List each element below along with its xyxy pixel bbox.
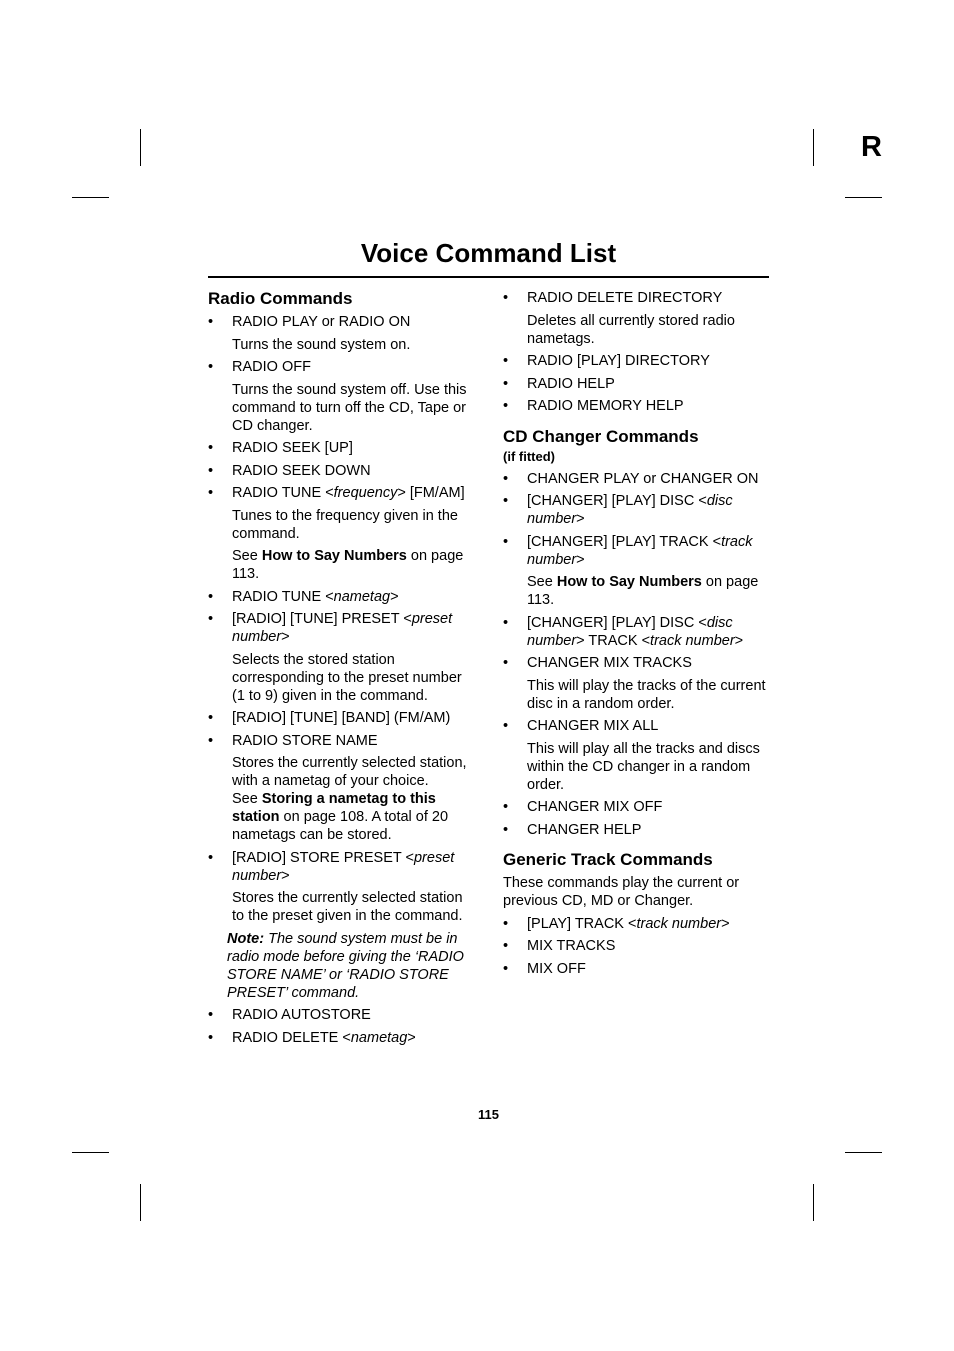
section-intro: These commands play the current or previous CD, MD or Changer. — [503, 875, 740, 909]
radio-command-list — [208, 313, 476, 331]
list-item: • CHANGER MIX OFF — [503, 798, 771, 816]
list-item: • RADIO AUTOSTORE — [208, 1006, 476, 1024]
list-item: • RADIO HELP — [503, 375, 771, 393]
list-item: • RADIO DELETE <nametag> — [208, 1029, 476, 1047]
list-item: • [RADIO] STORE PRESET <preset number> — [208, 849, 476, 885]
list-item: • MIX OFF — [503, 960, 771, 978]
list-item: • [CHANGER] [PLAY] DISC <disc number> — [503, 492, 771, 528]
command-description: Stores the currently selected station to the preset given in the command. — [232, 890, 463, 924]
page-number: 115 — [478, 1107, 499, 1122]
command-description: Stores the currently selected station, with a nametag of your choice. See Storing a nametag to this station on page 108. A total of 20 nametags can be stored. — [232, 755, 467, 843]
crop-mark — [72, 197, 109, 198]
cd-changer-commands-heading: CD Changer Commands — [503, 426, 699, 446]
list-item: • RADIO STORE NAME — [208, 732, 476, 750]
cross-reference: See How to Say Numbers on page 113. — [232, 548, 464, 582]
list-item: • CHANGER HELP — [503, 821, 771, 839]
changer-command-list — [503, 470, 771, 569]
list-item: • RADIO [PLAY] DIRECTORY — [503, 352, 771, 370]
list-item: • [RADIO] [TUNE] PRESET <preset number> — [208, 610, 476, 646]
command-description: Turns the sound system on. — [232, 336, 411, 353]
list-item: • RADIO PLAY or RADIO ON — [208, 313, 476, 331]
storing-nametag-link[interactable]: Storing a nametag to this station — [232, 791, 436, 825]
list-item: • [CHANGER] [PLAY] TRACK <track number> — [503, 533, 771, 569]
command-description: This will play the tracks of the current disc in a random order. — [527, 677, 766, 712]
how-to-say-numbers-link[interactable]: How to Say Numbers — [556, 574, 702, 590]
list-item: • [PLAY] TRACK <track number> — [503, 915, 771, 933]
crop-mark — [813, 129, 814, 166]
section-tab-letter: R — [861, 131, 882, 163]
command-description: Turns the sound system off. Use this command to turn off the CD, Tape or CD changer. — [232, 381, 467, 434]
command-description: This will play all the tracks and discs within the CD changer in a random order. — [527, 740, 760, 793]
list-item: • CHANGER MIX TRACKS — [503, 654, 771, 672]
crop-mark — [140, 129, 141, 166]
crop-mark — [813, 1184, 814, 1221]
if-fitted-subheading: (if fitted) — [503, 448, 555, 464]
page-title: Voice Command List — [360, 238, 617, 268]
crop-mark — [845, 1152, 882, 1153]
list-item: • RADIO SEEK DOWN — [208, 462, 476, 480]
list-item: • CHANGER MIX ALL — [503, 717, 771, 735]
list-item: • RADIO TUNE <frequency> [FM/AM] — [208, 484, 476, 502]
note: Note: The sound system must be in radio mode before giving the ‘RADIO STORE NAME’ or ‘RADIO STORE PRESET’ command. — [227, 930, 464, 1001]
list-item: • RADIO DELETE DIRECTORY — [503, 289, 771, 307]
list-item: • [RADIO] [TUNE] [BAND] (FM/AM) — [208, 709, 476, 727]
list-item: • RADIO MEMORY HELP — [503, 397, 771, 415]
radio-commands-heading: Radio Commands — [208, 289, 353, 308]
list-item: • [CHANGER] [PLAY] DISC <disc number> TRACK <track number> — [503, 614, 771, 650]
command-description: Tunes to the frequency given in the command. — [232, 507, 458, 542]
crop-mark — [140, 1184, 141, 1221]
title-rule — [208, 276, 769, 278]
command-description: Deletes all currently stored radio nametags. — [527, 312, 735, 347]
crop-mark — [72, 1152, 109, 1153]
list-item: • MIX TRACKS — [503, 937, 771, 955]
command-description: Selects the stored station corresponding to the preset number (1 to 9) given in the command. — [232, 651, 462, 704]
list-item: • RADIO TUNE <nametag> — [208, 588, 476, 606]
list-item: • RADIO SEEK [UP] — [208, 439, 476, 457]
crop-mark — [845, 197, 882, 198]
cross-reference: See How to Say Numbers on page 113. — [527, 574, 759, 608]
list-item: • RADIO OFF — [208, 358, 476, 376]
generic-command-list — [503, 915, 771, 978]
how-to-say-numbers-link[interactable]: How to Say Numbers — [261, 548, 407, 564]
generic-track-commands-heading: Generic Track Commands — [503, 850, 713, 869]
list-item: • CHANGER PLAY or CHANGER ON — [503, 470, 771, 488]
left-column — [208, 289, 476, 1051]
right-column — [503, 289, 771, 982]
